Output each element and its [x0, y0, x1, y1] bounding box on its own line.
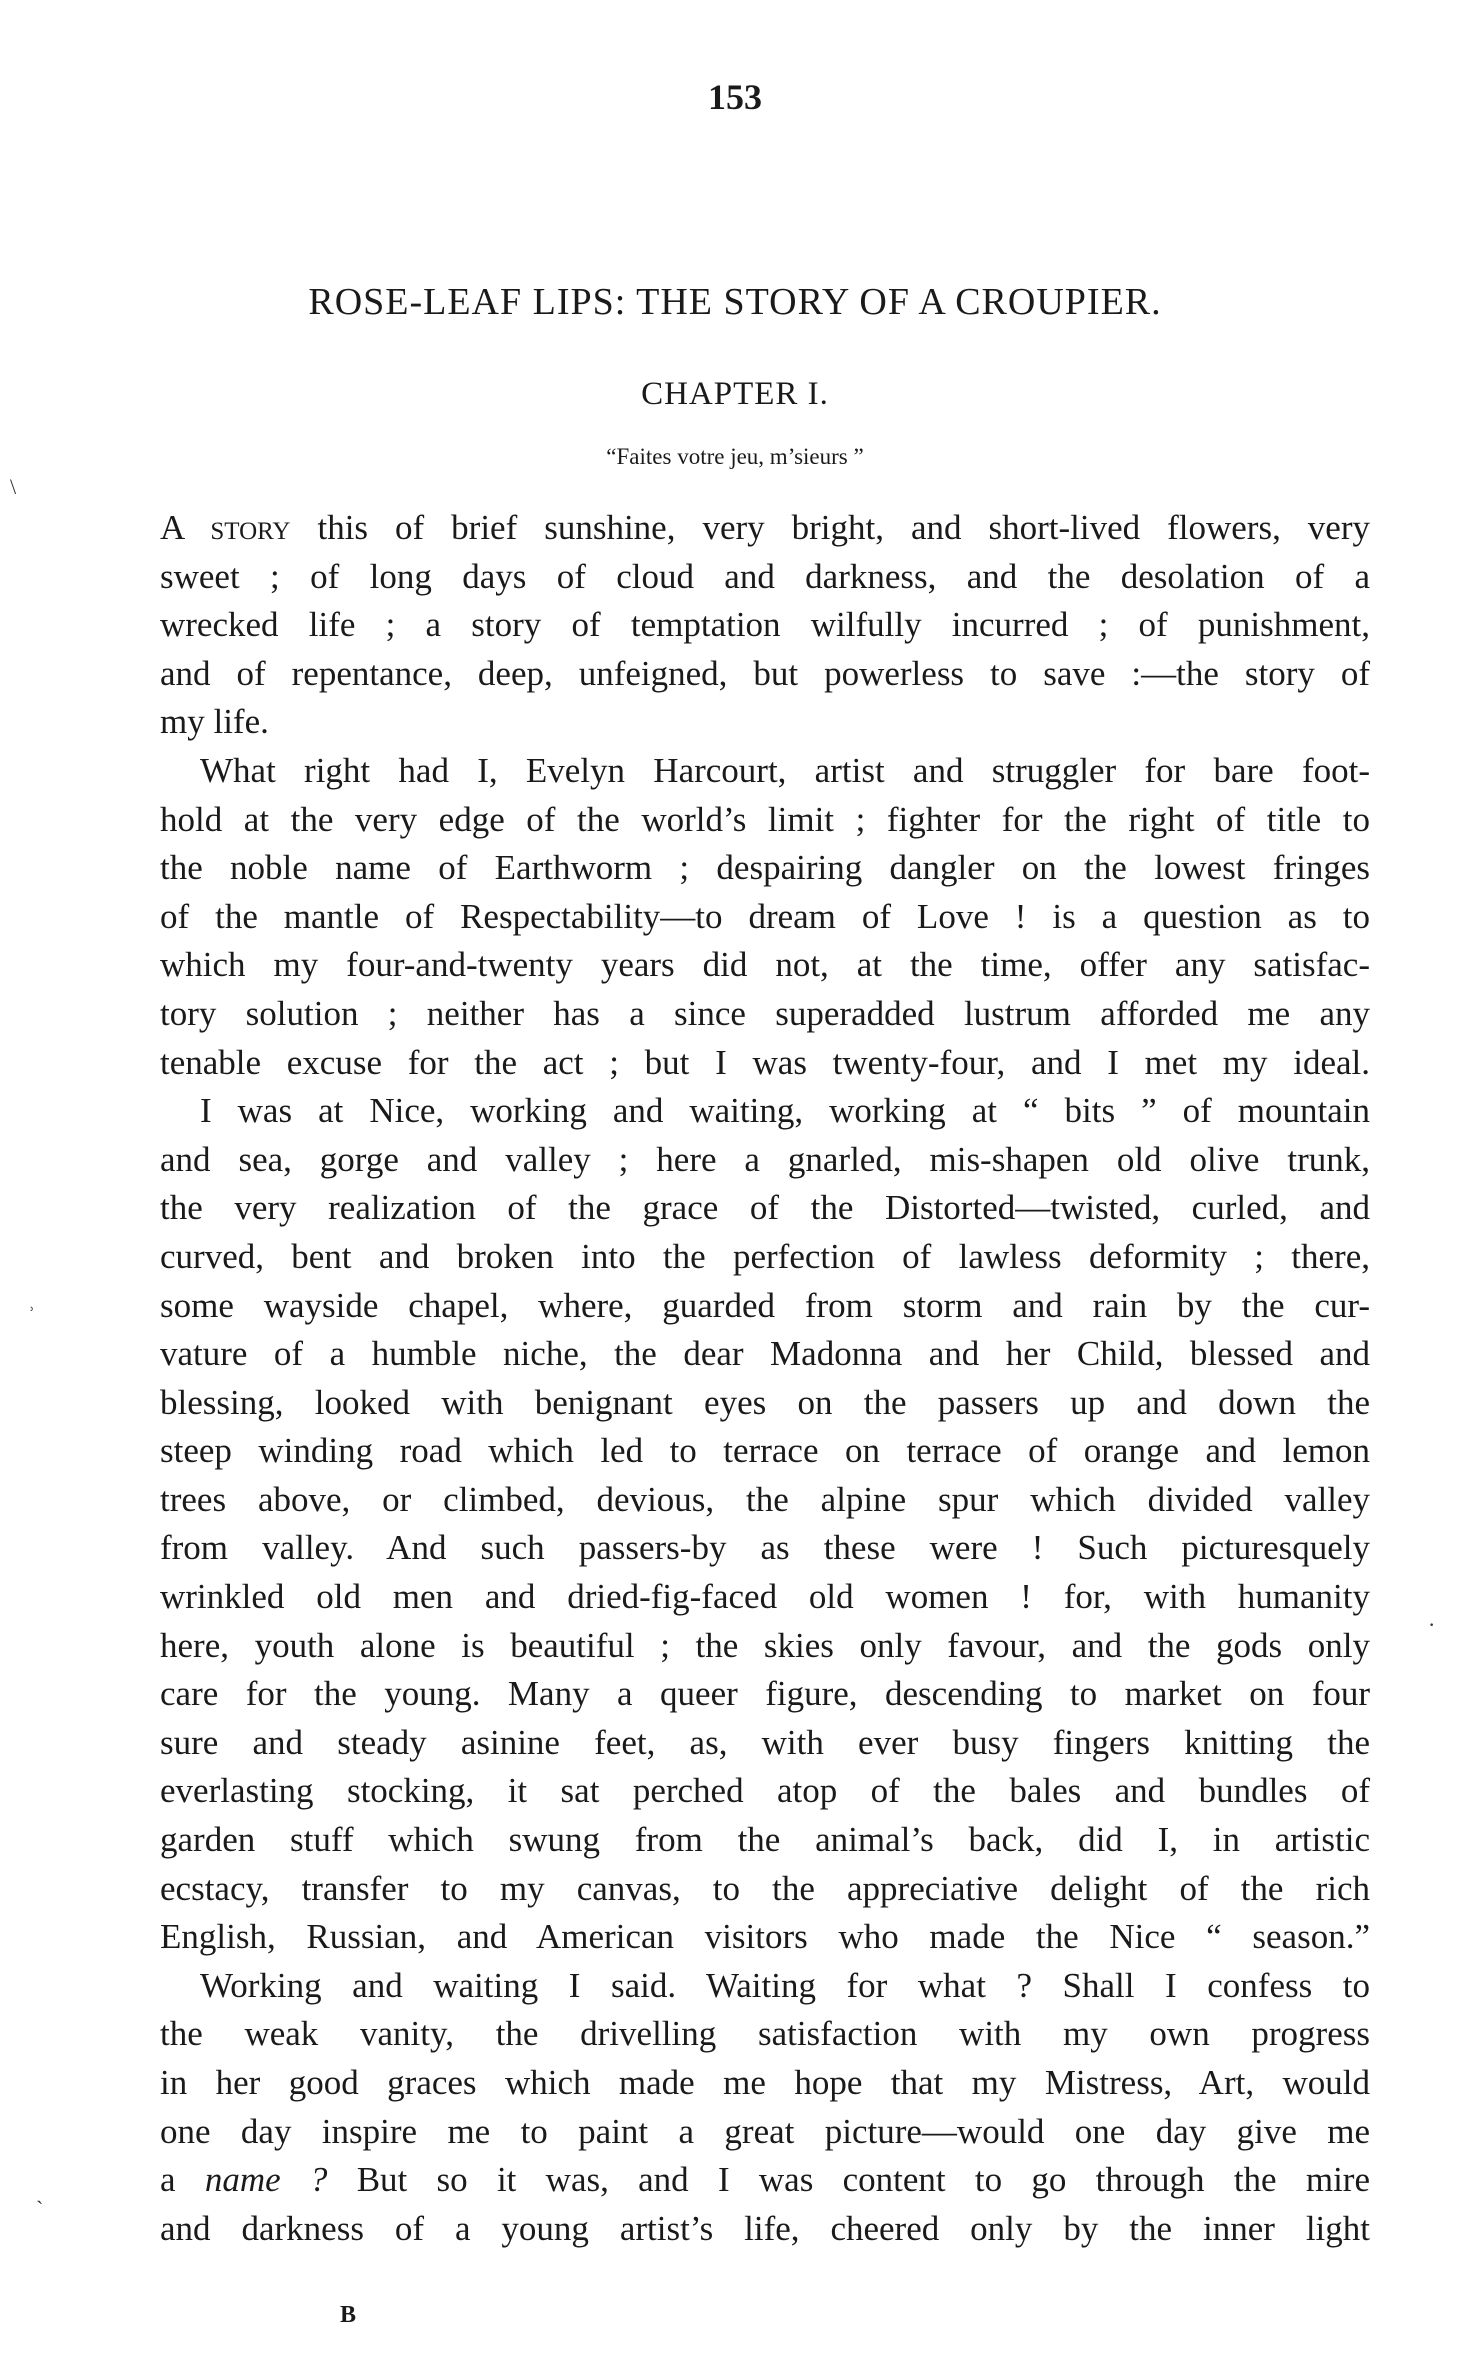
text-line	[160, 1524, 1370, 1573]
text-line	[160, 893, 1370, 942]
text-line	[160, 650, 1370, 699]
text-line-content: of the mantle of Respectability—to dream of Love ! is a question as to	[160, 896, 1370, 936]
text-line	[160, 1865, 1370, 1914]
page-number: 153	[708, 77, 762, 117]
chapter-heading: CHAPTER I.	[641, 376, 829, 412]
text-line-content: wrinkled old men and dried-fig-faced old women ! for, with humanity	[160, 1577, 1370, 1617]
text-line	[160, 1136, 1370, 1185]
text-line	[160, 1962, 1370, 2011]
text-line	[160, 1767, 1370, 1816]
text-line-content: English, Russian, and American visitors who made the Nice “ season.”	[160, 1917, 1370, 1957]
text-line	[160, 1913, 1370, 1962]
signature-mark: B	[340, 2302, 357, 2328]
text-line-content: curved, bent and broken into the perfection of lawless deformity ; there,	[160, 1236, 1370, 1276]
text-line	[160, 698, 1370, 747]
text-line-content: garden stuff which swung from the animal’s back, did I, in artistic	[160, 1820, 1370, 1860]
epigraph: “Faites votre jeu, m’sieurs ”	[606, 444, 864, 469]
text-line	[160, 2059, 1370, 2108]
text-line-content: hold at the very edge of the world’s limit ; fighter for the right of title to	[160, 799, 1370, 839]
text-line-content: everlasting stocking, it sat perched atop of the bales and bundles of	[160, 1771, 1370, 1811]
text-line	[160, 1816, 1370, 1865]
text-line-content: sweet ; of long days of cloud and darkness, and the desolation of a	[160, 556, 1370, 596]
text-line-content: steep winding road which led to terrace on terrace of orange and lemon	[160, 1431, 1370, 1471]
text-line	[160, 1427, 1370, 1476]
text-line	[160, 747, 1370, 796]
text-line	[160, 504, 1370, 553]
text-line	[160, 990, 1370, 1039]
text-line-content: the noble name of Earthworm ; despairing dangler on the lowest fringes	[160, 848, 1370, 888]
text-line-content: Working and waiting I said. Waiting for what ? Shall I confess to	[200, 1965, 1370, 2005]
text-line-content: one day inspire me to paint a great picture—would one day give me	[160, 2111, 1370, 2151]
text-line-content: in her good graces which made me hope that my Mistress, Art, would	[160, 2063, 1370, 2102]
text-line	[160, 1282, 1370, 1331]
text-line-lead: A	[160, 508, 211, 547]
text-line	[160, 2156, 1370, 2205]
text-line-content: the weak vanity, the drivelling satisfaction with my own progress	[160, 2014, 1370, 2054]
text-line	[160, 844, 1370, 893]
text-line-content: I was at Nice, working and waiting, working at “ bits ” of mountain	[200, 1091, 1370, 1131]
text-line	[160, 1670, 1370, 1719]
text-line-lead: a	[160, 2160, 205, 2200]
text-line-content: and darkness of a young artist’s life, cheered only by the inner light	[160, 2208, 1370, 2248]
text-line	[160, 1184, 1370, 1233]
text-line-content: What right had I, Evelyn Harcourt, artist and struggler for bare foot-	[200, 750, 1370, 790]
text-line-content: and sea, gorge and valley ; here a gnarled, mis-shapen old olive trunk,	[160, 1139, 1370, 1179]
text-line	[160, 1476, 1370, 1525]
text-line	[160, 1330, 1370, 1379]
text-line-content: which my four-and-twenty years did not, at the time, offer any satisfac-	[160, 945, 1370, 985]
text-line	[160, 796, 1370, 845]
text-line	[160, 2108, 1370, 2157]
text-line-content: and of repentance, deep, unfeigned, but powerless to save :—the story of	[160, 653, 1370, 693]
margin-tick-mark: ˒	[28, 1292, 36, 1317]
text-line-content: my life.	[160, 702, 269, 742]
margin-tick-mark: \	[10, 474, 17, 499]
text-line-content: vature of a humble niche, the dear Madonna and her Child, blessed and	[160, 1334, 1370, 1374]
text-line	[160, 1622, 1370, 1671]
text-line-content: tory solution ; neither has a since superadded lustrum afforded me any	[160, 993, 1370, 1033]
text-line-content: here, youth alone is beautiful ; the skies only favour, and the gods only	[160, 1625, 1370, 1665]
text-line	[160, 1719, 1370, 1768]
text-line	[160, 1039, 1370, 1088]
text-line-content: some wayside chapel, where, guarded from storm and rain by the cur-	[160, 1285, 1370, 1325]
text-line-content: wrecked life ; a story of temptation wilfully incurred ; of punishment,	[160, 605, 1370, 645]
text-line-content: care for the young. Many a queer figure, descending to market on four	[160, 1674, 1370, 1714]
text-line-content: But so it was, and I was content to go through the mire	[327, 2160, 1370, 2200]
text-line-content: from valley. And such passers-by as these were ! Such picturesquely	[160, 1528, 1370, 1568]
text-line-content: ecstacy, transfer to my canvas, to the appreciative delight of the rich	[160, 1868, 1370, 1908]
text-line	[160, 1233, 1370, 1282]
text-line	[160, 601, 1370, 650]
text-line	[160, 1087, 1370, 1136]
story-title: ROSE-LEAF LIPS: THE STORY OF A CROUPIER.	[308, 281, 1162, 323]
text-line	[160, 2010, 1370, 2059]
text-line	[160, 1379, 1370, 1428]
text-line-content: the very realization of the grace of the Distorted—twisted, curled, and	[160, 1188, 1370, 1228]
text-line	[160, 553, 1370, 602]
text-line	[160, 941, 1370, 990]
margin-tick-mark: ˴	[36, 2186, 44, 2211]
text-line-content: trees above, or climbed, devious, the alpine spur which divided valley	[160, 1479, 1370, 1519]
margin-dot-mark: ·	[1428, 1612, 1436, 1637]
italic-word: name ?	[204, 2160, 328, 2200]
text-line	[160, 2205, 1370, 2254]
small-caps-word: story	[210, 508, 291, 547]
text-line-content: sure and steady asinine feet, as, with ever busy fingers knitting the	[160, 1722, 1370, 1762]
text-line-content: tenable excuse for the act ; but I was twenty-four, and I met my ideal.	[160, 1042, 1370, 1082]
text-line-content: this of brief sunshine, very bright, and short-lived flowers, very	[290, 508, 1370, 547]
body-text	[160, 504, 1370, 2253]
text-line-content: blessing, looked with benignant eyes on the passers up and down the	[160, 1382, 1370, 1422]
text-line	[160, 1573, 1370, 1622]
